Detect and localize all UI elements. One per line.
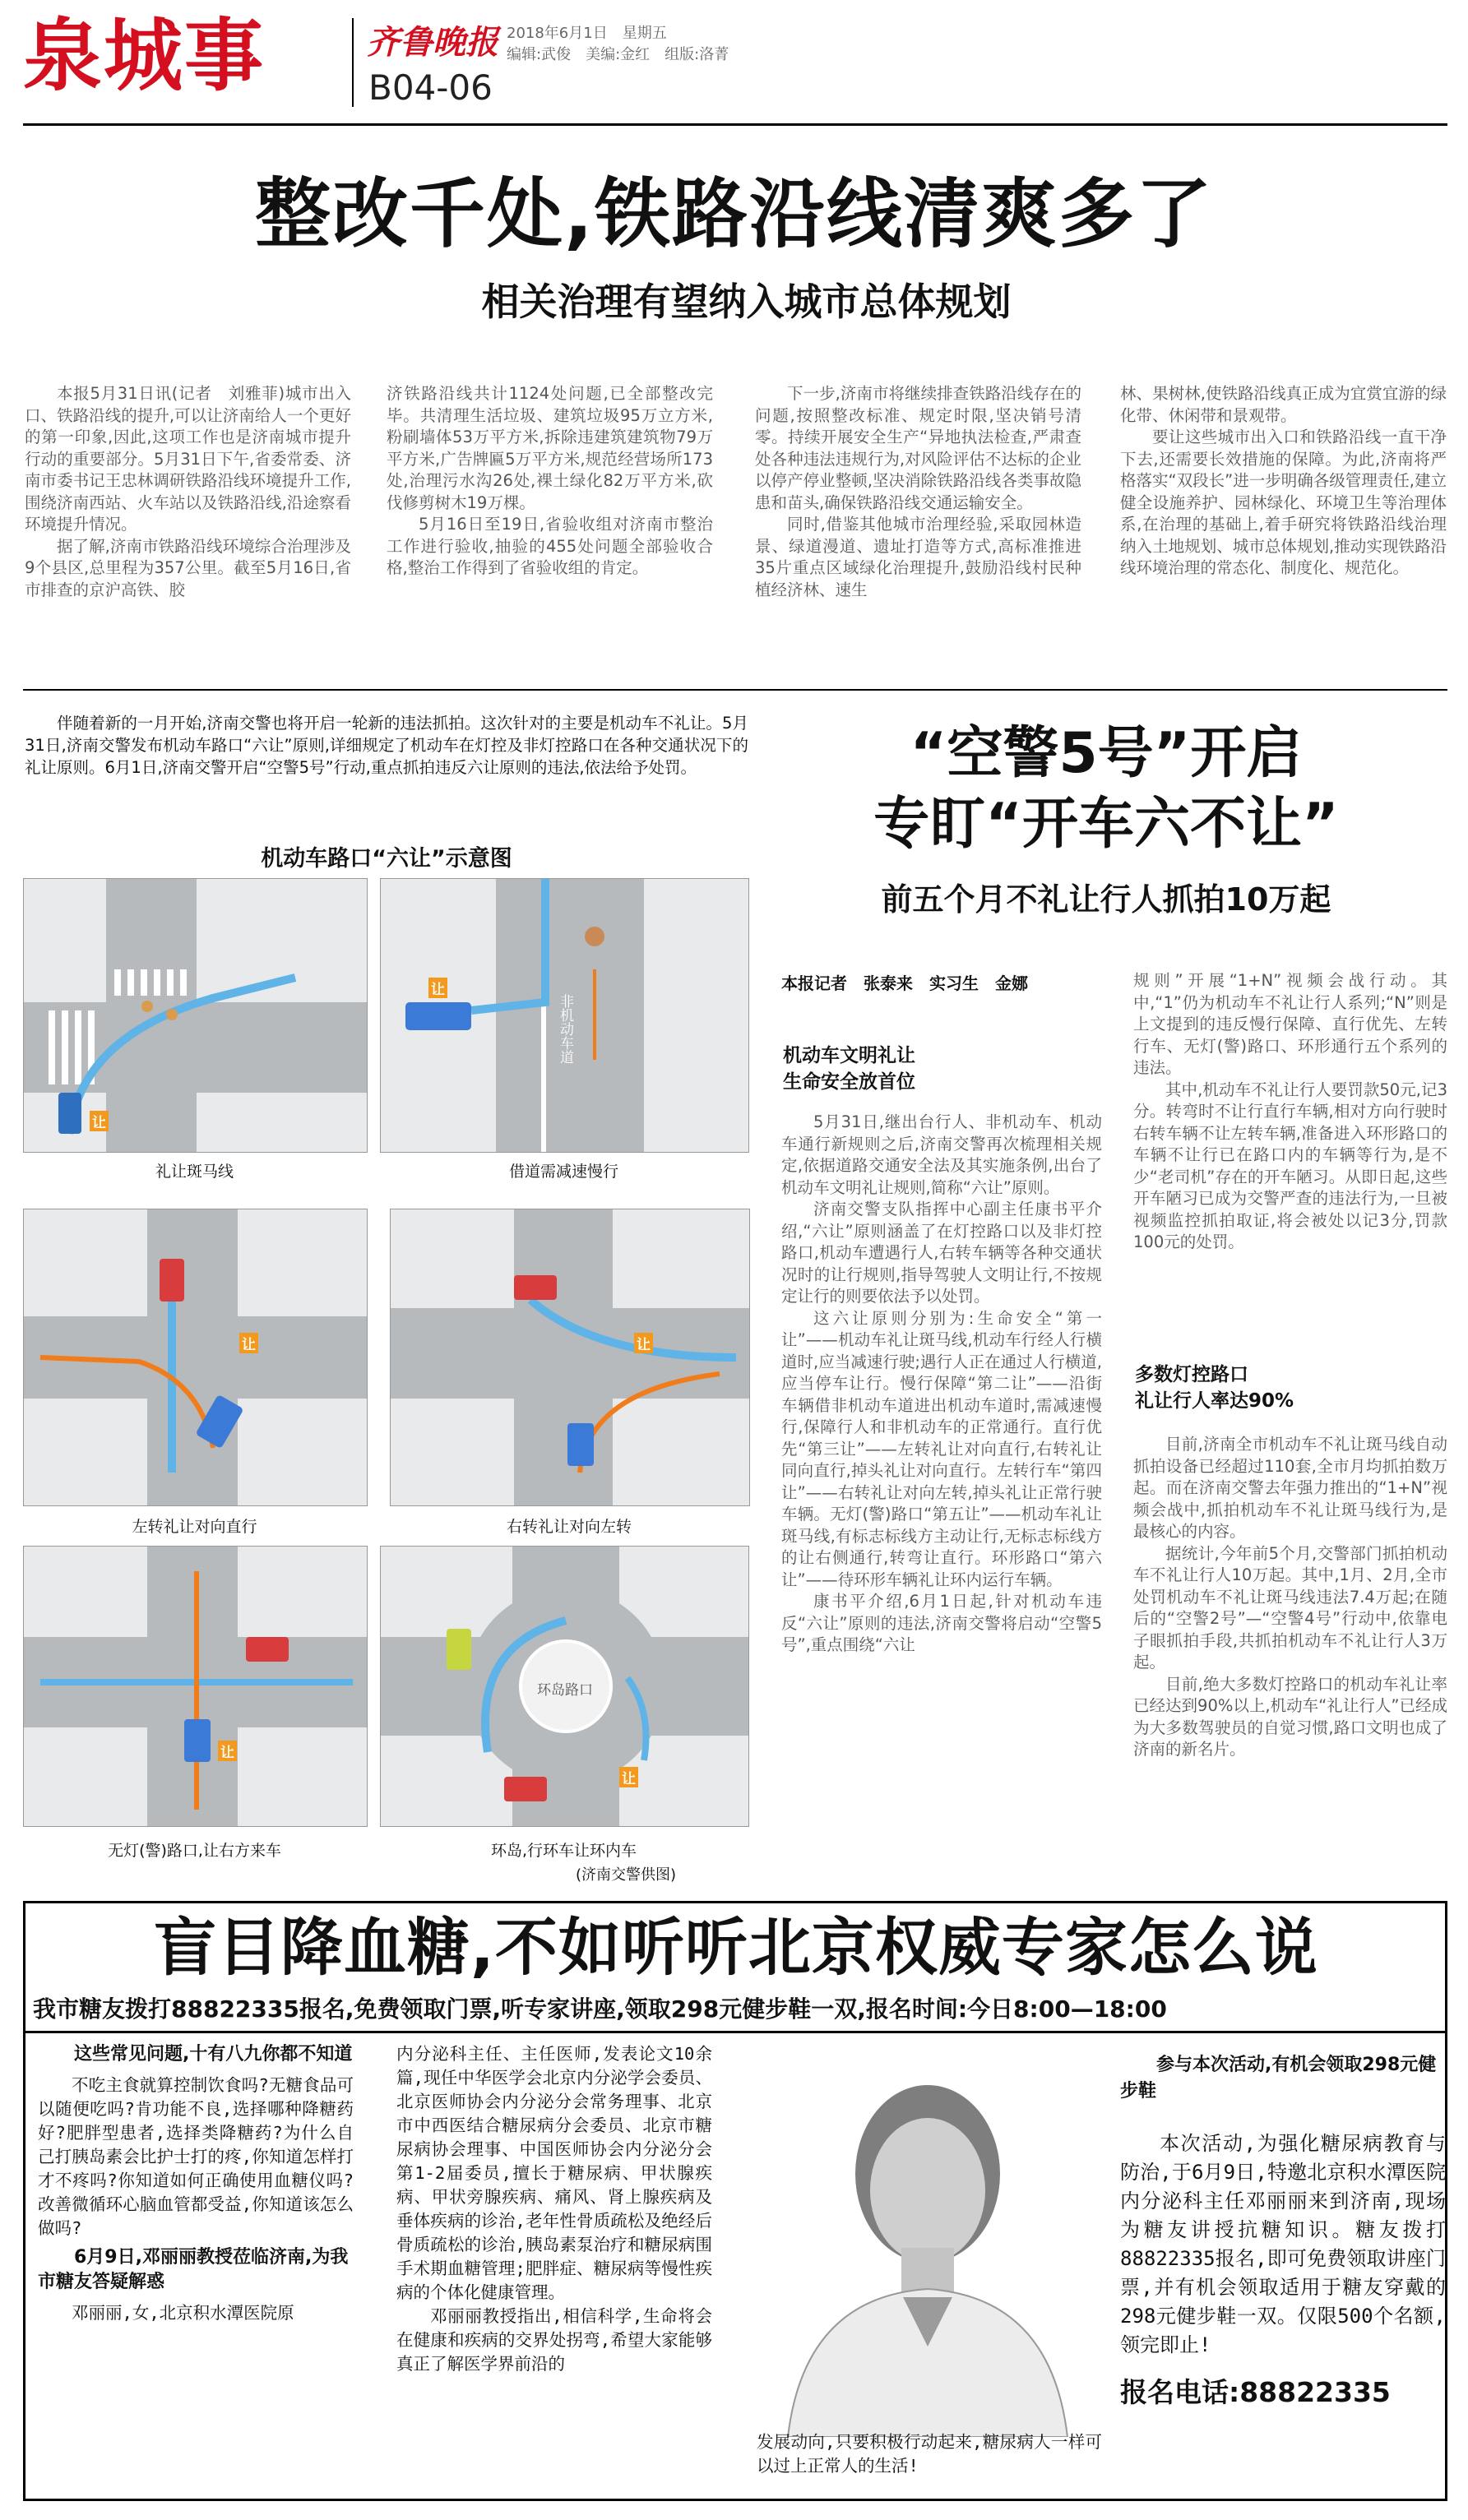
traffic-column-a: 5月31日,继出台行人、非机动车、机动车通行新规则之后,济南交警再次梳理相关规定,依据道路交通安全法及其实施条例,出台了机动车文明礼让规则,简称“六让”原则。 济南交警支队指挥中心副主任康书平介绍,“六让”原则涵盖了在灯控路口以及非灯控路口,机动车遭遇行人,右转车辆等各种交通状况时的让行规则,指导驾驶人文明让行,不按规定让行的则要依法予以处罚。 这六让原则分别为:生命安全“第一让”——机动车礼让斑马线,机动车行经人行横道时,应当减速行驶;遇行人正在通过人行横道,应当停车让行。慢行保障“第二让”——沿街车辆借非机动车道进出机动车道时,需减速慢行,保障行人和非机动车的正常通行。直行优先“第三让”——左转礼让对向直行,右转礼让同向直行,掉头礼让对向直行。左转行车“第四让”——右转礼让对向左转,掉头礼让正常行驶车辆。无灯(警)路口“第五让”——机动车礼让斑马线,有标志标线方主动让行,无标志标线方的让右侧通行,转弯让直行。环形路口“第六让”——待环形车辆礼让环内运行车辆。 康书平介绍,6月1日起,针对机动车违反“六让”原则的违法,济南交警将启动“空警5号”,重点围绕“六让	[781, 1112, 1102, 1654]
yield-badge: 让	[90, 1111, 109, 1131]
diagram-title: 机动车路口“六让”示意图	[261, 846, 512, 872]
lead-column-1: 本报5月31日讯(记者 刘雅菲)城市出入口、铁路沿线的提升,可以让济南给人一个更好的第一印象,因此,这项工作也是济南城市提升行动的重要部分。5月31日下午,省委常委、济南市委书记王忠林调研铁路沿线环境提升工作,围绕济南西站、火车站以及铁路沿线,沿途察看环境提升情况。 据了解,济南市铁路沿线环境综合治理涉及9个县区,总里程为357公里。截至5月16日,省市排查的京沪高铁、胶	[25, 384, 351, 599]
lead-column-3: 下一步,济南市将继续排查铁路沿线存在的问题,按照整改标准、规定时限,坚决销号清零。持续开展安全生产“异地执法检查,严肃查处各种违法违规行为,对风险评估不达标的企业以停产停业整顿,坚决消除铁路沿线各类事故隐患和苗头,确保铁路沿线交通运输安全。 同时,借鉴其他城市治理经验,采取园林造景、绿道漫道、遗址打造等方式,高标准推进35片重点区域绿化治理提升,鼓励沿线村民种植经济林、速生	[755, 384, 1081, 599]
yield-badge: 让	[428, 978, 447, 998]
panel-left-turn	[23, 1209, 368, 1506]
traffic-subhead-2: 多数灯控路口 礼让行人率达90%	[1135, 1364, 1294, 1412]
editors-line: 编辑:武俊 美编:金红 组版:洛菁	[507, 46, 729, 63]
expert-photo	[755, 2051, 1100, 2437]
caption-borrow-lane: 借道需减速慢行	[508, 1163, 618, 1181]
traffic-subhead: 前五个月不礼让行人抓拍10万起	[881, 881, 1331, 918]
page-number: B04-06	[368, 67, 493, 108]
traffic-intro: 伴随着新的一月开始,济南交警也将开启一轮新的违法抓拍。这次针对的主要是机动车不礼让。5月31日,济南交警发布机动车路口“六让”原则,详细规定了机动车在灯控及非灯控路口在各种交通状况下的礼让原则。6月1日,济南交警开启“空警5号”行动,重点抓拍违反六让原则的违法,依法给予处罚。	[25, 714, 748, 777]
lead-subhead: 相关治理有望纳入城市总体规划	[481, 280, 1012, 324]
yield-badge: 让	[239, 1333, 258, 1353]
caption-left-turn: 左转礼让对向直行	[132, 1518, 257, 1536]
yield-badge: 让	[619, 1767, 638, 1787]
ad-question-2: 6月9日,邓丽丽教授莅临济南,为我市糖友答疑解惑	[38, 2247, 349, 2292]
ad-left-column	[38, 2042, 354, 2325]
roundabout-label: 环岛路口	[537, 1682, 593, 1699]
ad-right-body: 本次活动,为强化糖尿病教育与防治,于6月9日,特邀北京积水潭医院内分泌科主任邓丽丽来到济南,现场为糖友讲授抗糖知识。糖友拨打88822335报名,即可免费领取讲座门票,并有机会领取适用于糖友穿戴的298元健步鞋一双。仅限500个名额,领完即止!	[1120, 2132, 1446, 2356]
ad-right-head: 参与本次活动,有机会领取298元健步鞋	[1120, 2055, 1437, 2102]
traffic-byline: 本报记者 张泰来 实习生 金娜	[781, 973, 1028, 993]
ad-left-body: 不吃主食就算控制饮食吗?无糖食品可以随便吃吗?肯功能不良,选择哪种降糖药好?肥胖型患者,选择类降糖药?为什么自己打胰岛素会比护士打的疼,你知道怎样打才不疼吗?你知道如何正确使用血糖仪吗?改善微循环心脑血管都受益,你知道该怎么做吗?	[38, 2075, 354, 2238]
traffic-headline-2: 专盯“开车六不让”	[873, 792, 1339, 857]
issue-date: 2018年6月1日 星期五	[507, 25, 667, 42]
ad-phone[interactable]: 报名电话:88822335	[1120, 2376, 1391, 2408]
ad-left-bottom: 邓丽丽,女,北京积水潭医院原	[72, 2303, 294, 2323]
panel-no-signal	[23, 1546, 368, 1827]
traffic-column-b: 规则”开展“1+N”视频会战行动。其中,“1”仍为机动车不礼让行人系列;“N”则是上文提到的违反慢行保障、直行优先、左转行车、无灯(警)路口、环形通行五个系列的违法。 其中,机动车不礼让行人要罚款50元,记3分。转弯时不让行直行车辆,相对方向行驶时右转车辆不让左转车辆,准备进入环形路口的车辆不让行已在路口内的车辆等行为,是不少“老司机”存在的开车陋习。从即日起,这些开车陋习已成为交警严查的违法行为,一旦被视频监控抓拍取证,将会被处以记3分,罚款100元的处罚。	[1133, 971, 1447, 1251]
ad-mid-column: 内分泌科主任、主任医师,发表论文10余篇,现任中华医学会北京内分泌学会委员、北京医师协会内分泌分会常务理事、北京市中西医结合糖尿病分会委员、北京市糖尿病协会理事、中国医师协会内分泌分会第1-2届委员,擅长于糖尿病、甲状腺疾病、甲状旁腺疾病、痛风、肾上腺疾病及垂体疾病的诊治,老年性骨质疏松及绝经后骨质疏松的诊治,胰岛素泵治疗和糖尿病围手术期血糖管理;肥胖症、糖尿病等慢性疾病的个体化健康管理。 邓丽丽教授指出,相信科学,生命将会在健康和疾病的交界处拐弯,希望大家能够真正了解医学界前沿的	[396, 2044, 712, 2374]
lead-headline: 整改千处,铁路沿线清爽多了	[255, 170, 1213, 258]
paper-logo: 齐鲁晚报	[367, 23, 498, 62]
caption-no-signal: 无灯(警)路口,让右方来车	[108, 1842, 281, 1860]
caption-right-turn: 右转礼让对向左转	[506, 1518, 632, 1536]
lead-column-4: 林、果树林,使铁路沿线真正成为宜赏宜游的绿化带、休闲带和景观带。 要让这些城市出入口和铁路沿线一直干净下去,还需要长效措施的保障。为此,济南将严格落实“双段长”进一步明确各级管理责任,建立健全设施养护、园林绿化、环境卫生等治理体系,在治理的基础上,着手研究将铁路沿线治理纳入土地规划、城市总体规划,推动实现铁路沿线环境治理的常态化、制度化、规范化。	[1120, 384, 1447, 577]
ad-strip: 我市糖友拨打88822335报名,免费领取门票,听专家讲座,领取298元健步鞋一双,报名时间:今日8:00—18:00	[33, 1995, 1167, 2023]
yield-badge: 让	[218, 1741, 237, 1761]
traffic-column-b2: 目前,济南全市机动车不礼让斑马线自动抓拍设备已经超过110套,全市月均抓拍数万起。而在济南交警去年强力推出的“1+N”视频会战中,抓拍机动车不礼让斑马线行为,是最核心的内容。 据统计,今年前5个月,交警部门抓拍机动车不礼让行人10万起。其中,1月、2月,全市处罚机动车不礼让斑马线违法7.4万起;在随后的“空警2号”—“空警4号”行动中,依靠电子眼抓拍手段,共抓拍机动车不礼让行人3万起。 目前,绝大多数灯控路口的机动车礼让率已经达到90%以上,机动车“礼让行人”已经成为大多数驾驶员的自觉习惯,路口文明也成了济南的新名片。	[1133, 1435, 1447, 1759]
traffic-subhead-1: 机动车文明礼让 生命安全放首位	[783, 1045, 915, 1093]
bike-lane-label: 非机动车道	[557, 994, 573, 1064]
yield-badge: 让	[634, 1333, 653, 1353]
section-title: 泉城事	[23, 10, 265, 102]
caption-yield-crosswalk: 礼让斑马线	[155, 1163, 234, 1181]
panel-roundabout	[380, 1546, 749, 1827]
panel-right-turn	[390, 1209, 750, 1506]
ad-headline: 盲目降血糖,不如听听北京权威专家怎么说	[154, 1911, 1318, 1984]
caption-roundabout: 环岛,行环车让环内车	[490, 1842, 637, 1860]
ad-question-1: 这些常见问题,十有八九你都不知道	[74, 2044, 353, 2065]
panel-yield-crosswalk	[23, 878, 368, 1153]
panel-borrow-lane	[380, 878, 749, 1153]
lead-column-2: 济铁路沿线共计1124处问题,已全部整改完毕。共清理生活垃圾、建筑垃圾95万立方米,粉刷墙体53万平方米,拆除违建筑建筑物79万平方米,广告牌匾5万平方米,规范经营场所173处,治理污水沟26处,裸土绿化82万平方米,砍伐修剪树木19万棵。 5月16日至19日,省验收组对济南市整治工作进行验收,抽验的455处问题全部验收合格,整治工作得到了省验收组的肯定。	[387, 384, 713, 577]
masthead	[0, 0, 1468, 123]
photo-credit: (济南交警供图)	[576, 1866, 677, 1884]
traffic-headline-1: “空警5号”开启	[910, 721, 1303, 786]
ad-right-column	[1120, 2052, 1446, 2410]
photo-caption: 发展动向,只要积极行动起来,糖尿病人一样可以过上正常人的生活!	[757, 2432, 1102, 2476]
